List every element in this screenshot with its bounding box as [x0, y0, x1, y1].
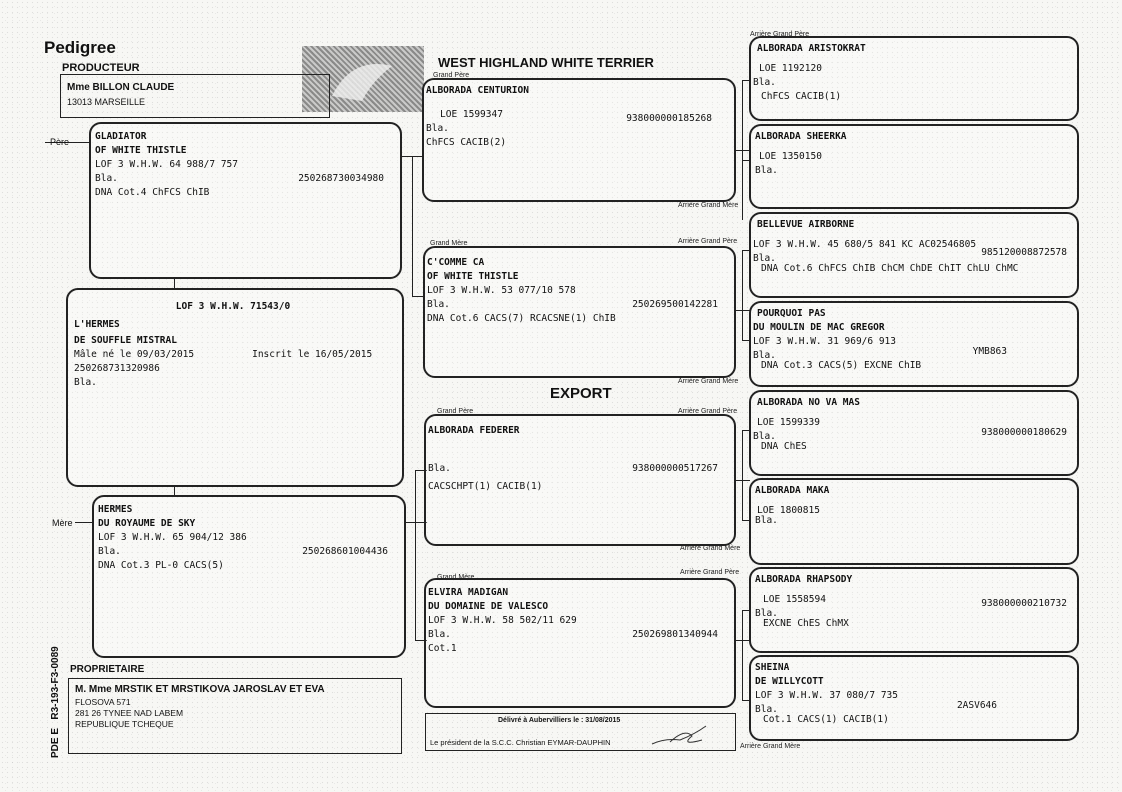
- agm1-bottom-label: Arrière Grand Mère: [678, 202, 739, 209]
- agp4-label: Arrière Grand Père: [680, 569, 740, 576]
- gp2-name1: ALBORADA FEDERER: [428, 425, 520, 436]
- agm2-titles: DNA Cot.3 CACS(5) EXCNE ChIB: [761, 360, 922, 371]
- grandmere-2-box: [424, 578, 736, 708]
- gm2-titles: Cot.1: [428, 643, 457, 654]
- pere-titles: DNA Cot.4 ChFCS ChIB: [95, 187, 210, 198]
- agp1-color: Bla.: [753, 77, 776, 88]
- mere-name1: HERMES: [98, 504, 133, 515]
- gm1-chip: 250269500142281: [632, 299, 718, 310]
- pere-box: [89, 122, 402, 279]
- agm4-lof: LOF 3 W.H.W. 37 080/7 735: [755, 690, 898, 701]
- agp4-lof: LOE 1558594: [763, 594, 826, 605]
- pere-name2: OF WHITE THISTLE: [95, 145, 187, 156]
- agm4-color: Bla.: [755, 704, 778, 715]
- agm4-name1: SHEINA: [755, 662, 790, 673]
- agp1-name1: ALBORADA ARISTOKRAT: [757, 43, 866, 54]
- connector: [742, 250, 743, 340]
- connector: [742, 430, 743, 520]
- agm4-titles: Cot.1 CACS(1) CACIB(1): [763, 714, 889, 725]
- subject-box: [66, 288, 404, 487]
- agm4-chip: 2ASV646: [956, 700, 997, 711]
- pere-chip: 250268730034980: [298, 173, 384, 184]
- subject-color: Bla.: [74, 377, 97, 388]
- connector: [412, 156, 413, 296]
- breed-title: WEST HIGHLAND WHITE TERRIER: [438, 55, 654, 70]
- agp3-color: Bla.: [753, 431, 776, 442]
- mere-box: [92, 495, 406, 658]
- proprietaire-country: REPUBLIQUE TCHEQUE: [75, 719, 174, 729]
- pere-color: Bla.: [95, 173, 118, 184]
- agp3-label: Arrière Grand Père: [678, 408, 738, 415]
- agp2-titles: DNA Cot.6 ChFCS ChIB ChCM ChDE ChIT ChLU ChMC: [761, 263, 1019, 274]
- agm2-lof: LOF 3 W.H.W. 31 969/6 913: [753, 336, 896, 347]
- subject-inscrit: Inscrit le 16/05/2015: [252, 349, 373, 360]
- agm2-name2: DU MOULIN DE MAC GREGOR: [753, 322, 885, 333]
- subject-chip: 250268731320986: [74, 363, 160, 374]
- gm1-name1: C'COMME CA: [427, 257, 485, 268]
- agm1-color: Bla.: [755, 165, 778, 176]
- agp3-chip: 938000000180629: [981, 427, 1067, 438]
- arriere-gp-3-box: [749, 390, 1079, 476]
- subject-lof: LOF 3 W.H.W. 71543/0: [175, 301, 291, 312]
- page-title: Pedigree: [44, 38, 116, 57]
- agm2-color: Bla.: [753, 350, 776, 361]
- agp3-titles: DNA ChES: [761, 441, 807, 452]
- arriere-gm-3-box: [749, 478, 1079, 565]
- subject-born: Mâle né le 09/03/2015: [74, 349, 195, 360]
- gm1-color: Bla.: [427, 299, 450, 310]
- grandmere-1-box: [423, 246, 736, 378]
- arriere-gp-2-box: [749, 212, 1079, 298]
- gp2-color: Bla.: [428, 463, 451, 474]
- arriere-gp-4-box: [749, 567, 1079, 653]
- agp4-color: Bla.: [755, 608, 778, 619]
- gp1-lof: LOE 1599347: [440, 109, 503, 120]
- export-label: EXPORT: [550, 385, 612, 402]
- proprietaire-addr1: FLOSOVA 571: [75, 697, 131, 707]
- agp2-color: Bla.: [753, 253, 776, 264]
- agp2-chip: 985120008872578: [981, 247, 1067, 258]
- agm1-name1: ALBORADA SHEERKA: [755, 131, 847, 142]
- mere-lof: LOF 3 W.H.W. 65 904/12 386: [98, 532, 247, 543]
- mere-name2: DU ROYAUME DE SKY: [98, 518, 196, 529]
- pere-lof: LOF 3 W.H.W. 64 988/7 757: [95, 159, 238, 170]
- producteur-label: PRODUCTEUR: [62, 62, 140, 74]
- agp2-label: Arrière Grand Père: [678, 238, 738, 245]
- gm1-titles: DNA Cot.6 CACS(7) RCACSNE(1) ChIB: [427, 313, 616, 324]
- gp1-label: Grand Père: [433, 72, 470, 79]
- gp1-titles: ChFCS CACIB(2): [426, 137, 507, 148]
- gm2-chip: 250269801340944: [632, 629, 718, 640]
- agp2-lof: LOF 3 W.H.W. 45 680/5 841 KC AC02546805: [753, 239, 977, 250]
- agm4-bottom-label: Arrière Grand Mère: [740, 743, 801, 750]
- proprietaire-label: PROPRIETAIRE: [70, 664, 145, 675]
- agp3-name1: ALBORADA NO VA MAS: [757, 397, 860, 408]
- proprietaire-addr2: 281 26 TYNEE NAD LABEM: [75, 708, 184, 718]
- agm4-name2: DE WILLYCOTT: [755, 676, 824, 687]
- connector: [736, 480, 750, 481]
- delivery-date: Délivré à Aubervilliers le : 31/08/2015: [498, 717, 621, 724]
- agm3-bottom-label: Arrière Grand Mère: [680, 545, 741, 552]
- agm1-lof: LOE 1350150: [759, 151, 822, 162]
- gp2-chip: 938000000517267: [632, 463, 718, 474]
- agm3-color: Bla.: [755, 515, 778, 526]
- gp2-label: Grand Père: [437, 408, 474, 415]
- agm2-bottom-label: Arrière Grand Mère: [678, 378, 739, 385]
- delivery-box: [425, 713, 736, 751]
- arriere-gp-1-box: [749, 36, 1079, 121]
- producteur-box: [60, 74, 330, 118]
- gm2-label: Grand Mère: [437, 574, 475, 581]
- arriere-gm-1-box: [749, 124, 1079, 209]
- producteur-city: 13013 MARSEILLE: [67, 97, 146, 107]
- gp1-chip: 938000000185268: [626, 113, 712, 124]
- gp1-color: Bla.: [426, 123, 449, 134]
- agp4-chip: 938000000210732: [981, 598, 1067, 609]
- connector: [415, 470, 416, 640]
- gm1-name2: OF WHITE THISTLE: [427, 271, 519, 282]
- agp1-lof: LOE 1192120: [759, 63, 822, 74]
- mere-label: Mère: [52, 518, 73, 528]
- side-reference: PDE E R3-193-F3-0089: [50, 646, 61, 758]
- connector: [736, 310, 750, 311]
- proprietaire-box: [68, 678, 402, 754]
- agp4-titles: EXCNE ChES ChMX: [763, 618, 849, 629]
- gm1-label: Grand Mère: [430, 240, 468, 247]
- grandpere-2-box: [424, 414, 736, 546]
- gp2-titles: CACSCHPT(1) CACIB(1): [428, 481, 543, 492]
- gm2-lof: LOF 3 W.H.W. 58 502/11 629: [428, 615, 577, 626]
- gp1-name1: ALBORADA CENTURION: [426, 85, 529, 96]
- mere-color: Bla.: [98, 546, 121, 557]
- signature: [650, 720, 710, 750]
- agm3-name1: ALBORADA MAKA: [755, 485, 830, 496]
- connector: [742, 80, 743, 220]
- producteur-name: Mme BILLON CLAUDE: [67, 82, 175, 93]
- pere-label: Père: [50, 137, 70, 147]
- mere-titles: DNA Cot.3 PL-0 CACS(5): [98, 560, 224, 571]
- gm2-name2: DU DOMAINE DE VALESCO: [428, 601, 549, 612]
- gm2-color: Bla.: [428, 629, 451, 640]
- connector: [742, 610, 743, 700]
- connector: [75, 522, 93, 523]
- gm1-lof: LOF 3 W.H.W. 53 077/10 578: [427, 285, 576, 296]
- arriere-gm-2-box: [749, 301, 1079, 387]
- agp1-titles: ChFCS CACIB(1): [761, 91, 842, 102]
- subject-name2: DE SOUFFLE MISTRAL: [74, 335, 177, 346]
- agm2-name1: POURQUOI PAS: [757, 308, 826, 319]
- mere-chip: 250268601004436: [302, 546, 388, 557]
- gm2-name1: ELVIRA MADIGAN: [428, 587, 509, 598]
- agp4-name1: ALBORADA RHAPSODY: [755, 574, 853, 585]
- pere-name1: GLADIATOR: [95, 131, 147, 142]
- delivery-president: Le président de la S.C.C. Christian EYMAR-DAUPHIN: [430, 738, 611, 747]
- proprietaire-name: M. Mme MRSTIK ET MRSTIKOVA JAROSLAV ET EVA: [75, 684, 325, 695]
- agm2-chip: YMB863: [972, 346, 1007, 357]
- arriere-gm-4-box: [749, 655, 1079, 741]
- agp2-name1: BELLEVUE AIRBORNE: [757, 219, 855, 230]
- agp1-label: Arrière Grand Père: [750, 31, 810, 38]
- connector: [736, 150, 750, 151]
- grandpere-1-box: [422, 78, 736, 202]
- connector: [736, 640, 750, 641]
- agp3-lof: LOE 1599339: [757, 417, 820, 428]
- subject-name1: L'HERMES: [74, 319, 120, 330]
- agm3-lof: LOE 1800815: [757, 505, 820, 516]
